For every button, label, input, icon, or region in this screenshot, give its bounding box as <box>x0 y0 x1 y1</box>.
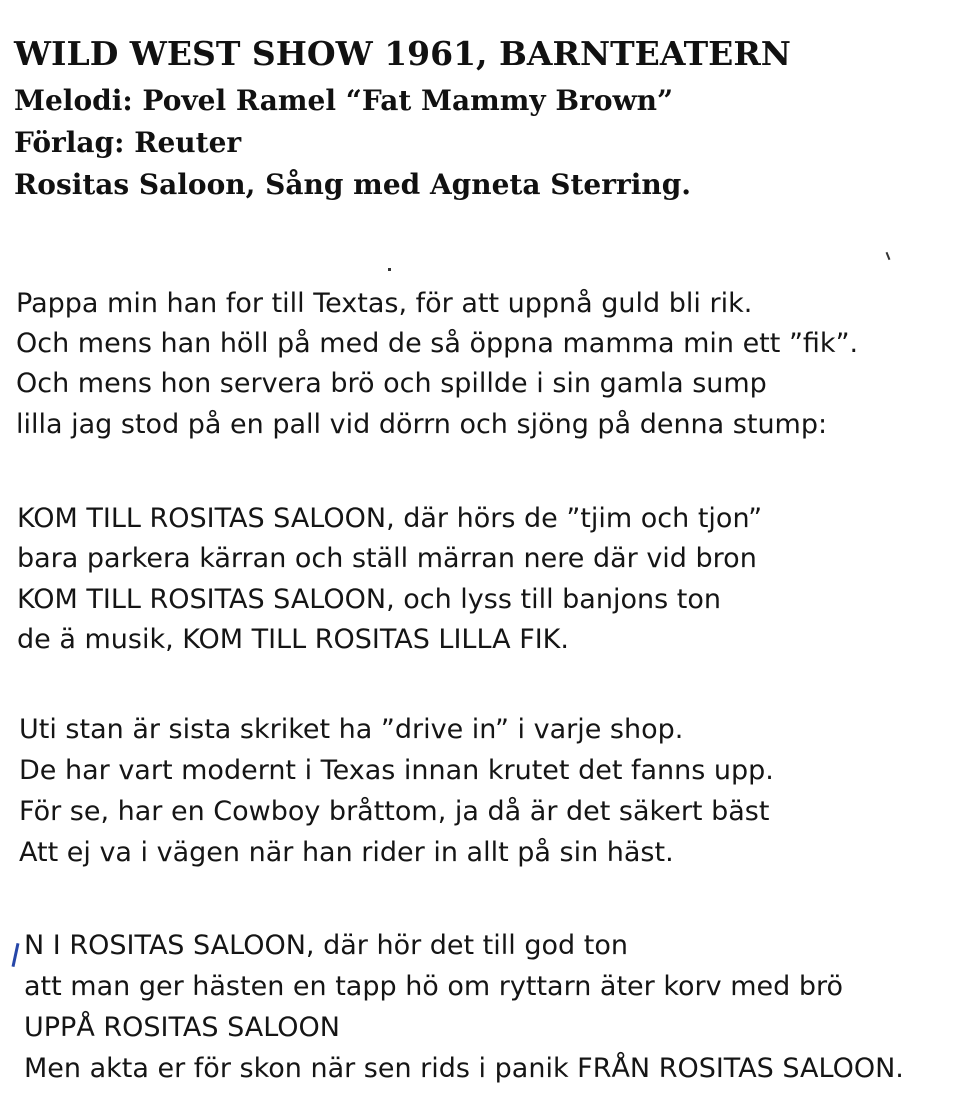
lyric-line: De har vart modernt i Texas innan krutet det fanns upp. <box>19 755 774 786</box>
scene-line: Rositas Saloon, Sång med Agneta Sterring. <box>14 168 692 201</box>
lyric-line: N I ROSITAS SALOON, där hör det till god ton <box>24 930 628 961</box>
lyric-line: KOM TILL ROSITAS SALOON, där hörs de ”tjim och tjon” <box>17 503 763 534</box>
lyric-line: Men akta er för skon när sen rids i panik FRÅN ROSITAS SALOON. <box>24 1053 904 1084</box>
lyric-line: Och mens hon servera brö och spillde i sin gamla sump <box>16 368 767 399</box>
lyric-line: de ä musik, KOM TILL ROSITAS LILLA FIK. <box>17 624 569 655</box>
lyric-line: bara parkera kärran och ställ märran nere där vid bron <box>17 543 757 574</box>
lyric-line: Och mens han höll på med de så öppna mamma min ett ”fik”. <box>16 328 859 359</box>
lyric-line: att man ger hästen en tapp hö om ryttarn äter korv med brö <box>24 971 844 1002</box>
melody-line: Melodi: Povel Ramel “Fat Mammy Brown” <box>14 84 674 117</box>
lyric-line: UPPÅ ROSITAS SALOON <box>24 1012 340 1043</box>
scan-speck <box>388 268 391 271</box>
song-title: WILD WEST SHOW 1961, BARNTEATERN <box>14 34 791 73</box>
lyric-line: KOM TILL ROSITAS SALOON, och lyss till banjons ton <box>17 584 721 615</box>
lyric-line: lilla jag stod på en pall vid dörrn och sjöng på denna stump: <box>16 409 828 440</box>
pen-mark <box>12 943 20 967</box>
lyric-line: Uti stan är sista skriket ha ”drive in” i varje shop. <box>19 714 684 745</box>
lyric-line: Pappa min han for till Textas, för att uppnå guld bli rik. <box>16 288 753 319</box>
lyric-line: För se, har en Cowboy bråttom, ja då är det säkert bäst <box>19 796 770 827</box>
lyric-line: Att ej va i vägen när han rider in allt på sin häst. <box>19 837 674 868</box>
scan-speck <box>886 252 891 260</box>
publisher-line: Förlag: Reuter <box>14 126 242 159</box>
